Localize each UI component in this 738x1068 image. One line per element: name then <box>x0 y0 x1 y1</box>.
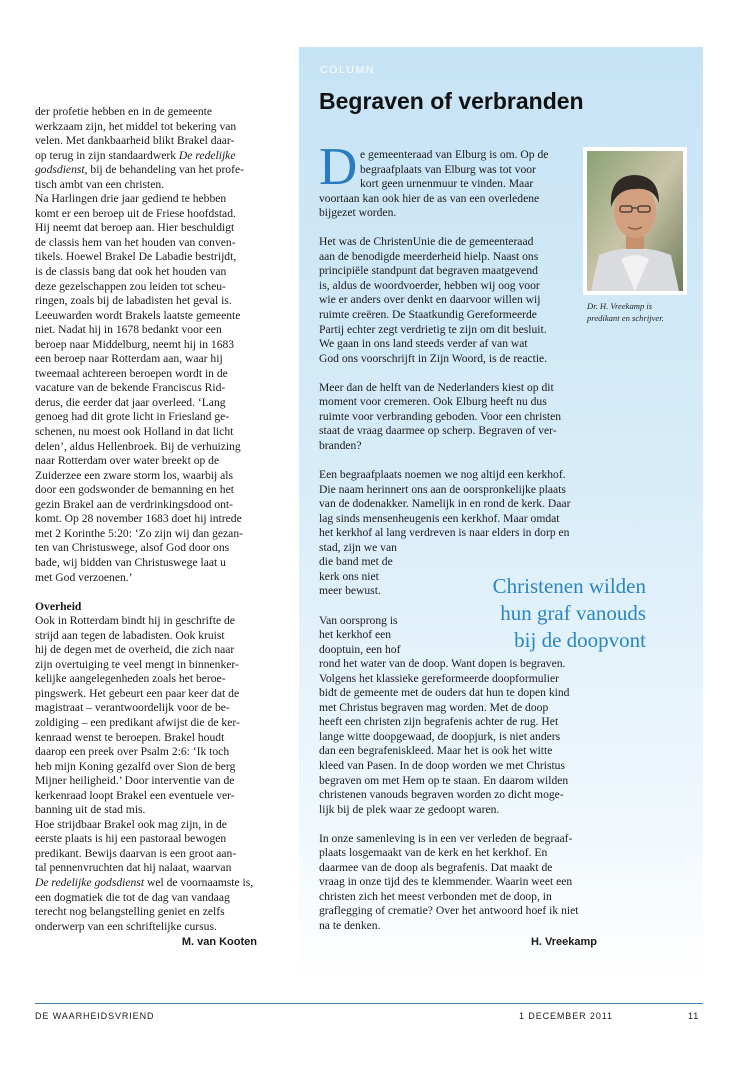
text-line: met 2 Korinthe 5:20: ‘Zo zijn wij dan gezan- <box>35 526 243 540</box>
text-line: delen’, aldus Hellenbroek. Bij de verhuizing <box>35 439 241 453</box>
text-line: Een begraafplaats noemen we nog altijd een kerkhof. <box>319 468 566 482</box>
text-line: voortaan kan ook hier de as van een overledene <box>319 191 540 205</box>
text-line: plaats losgemaakt van de kerk en het kerkhof. En <box>319 846 548 860</box>
text-line: tal pennenvruchten dat hij nalaat, waarvan <box>35 861 232 875</box>
text-line: begraven om met Hem op te staan. En daarom wilden <box>319 773 569 787</box>
text-line: ten van Christuswege, alsof God door ons <box>35 541 230 555</box>
text-line: eerste plaats is hij een pastoraal bewogen <box>35 832 227 846</box>
text-line: Na Harlingen drie jaar gediend te hebben <box>35 192 227 206</box>
text-line: banning uit de stad mis. <box>35 803 146 817</box>
text-line <box>35 876 257 891</box>
text-line: dan een begrafeniskleed. Maar het is ook het witte <box>319 744 553 758</box>
text-run: op terug in zijn standaardwerk <box>35 148 179 162</box>
text-line: is de classis bang dat ook het houden van <box>35 265 227 279</box>
text-line: kenraad wenst te beroepen. Brakel houdt <box>35 730 225 744</box>
paragraph-2 <box>319 235 597 366</box>
footer-rule <box>35 1003 703 1004</box>
text-line <box>35 149 257 164</box>
text-line: pingswerk. Het gebeurt een paar keer dat de <box>35 686 240 700</box>
text-line: Hoe strijdbaar Brakel ook mag zijn, in de <box>35 817 227 831</box>
text-line: door een godswonder de bemanning en het <box>35 483 234 497</box>
text-line: lag sinds mensenheugenis een kerkhof. Maar omdat <box>319 511 560 525</box>
text-line: schenen, nu moest ook Holland in dat licht <box>35 425 234 439</box>
text-line: zoldiging – een predikant afwijst die de ker- <box>35 715 240 729</box>
paragraph-gap <box>35 585 257 600</box>
previous-article-column <box>35 105 257 950</box>
text-line: moment voor cremeren. Ook Elburg heeft nu dus <box>319 395 547 409</box>
text-run: wel de voornaamste is, <box>144 875 254 889</box>
text-line: ruimte voor verbranding geboden. Voor een christen <box>319 409 562 423</box>
text-line: rond het water van de doop. Want dopen is begraven. <box>319 657 566 671</box>
text-line: tweemaal achtereen beroepen wordt in de <box>35 366 228 380</box>
text-line: die band met de <box>319 555 393 569</box>
text-line: magistraat – verantwoordelijk voor de be- <box>35 701 230 715</box>
text-line: We gaan in ons land steeds verder af van wat <box>319 337 528 351</box>
text-line: Volgens het klassieke gereformeerde doopformulier <box>319 671 559 685</box>
text-line: daarop een preek over Psalm 2:6: ‘Ik toch <box>35 745 230 759</box>
paragraph-6 <box>319 832 597 934</box>
text-line: principiële standpunt dat begraven maatgevend <box>319 264 538 278</box>
author-photo <box>587 151 683 291</box>
paragraph-gap <box>319 221 597 236</box>
left-lines-a <box>35 105 257 149</box>
column-body <box>319 148 597 949</box>
left-lines-g <box>35 891 257 935</box>
pull-quote-line: hun graf vanouds <box>500 601 646 625</box>
text-line: lange witte doopgewaad, de doopjurk, is niet anders <box>319 729 561 743</box>
pull-quote-line: Christenen wilden <box>492 574 646 598</box>
text-line: strijd aan tegen de labadisten. Ook kruist <box>35 628 225 642</box>
text-line: daarmee van de doop als begrafenis. Dat maakt de <box>319 860 553 874</box>
paragraph-gap <box>319 817 597 832</box>
text-line: de classis hem van het houden van conven- <box>35 235 236 249</box>
text-line: branden? <box>319 438 362 452</box>
text-line: een dogmatiek die tot de dag van vandaag <box>35 890 230 904</box>
text-line: bijgezet worden. <box>319 206 397 220</box>
text-line: lijk bij de plek waar ze gedoopt waren. <box>319 802 500 816</box>
text-line: heeft een christen zijn begrafenis achter de rug. Het <box>319 715 559 729</box>
text-line: komt er een beroep uit de Friese hoofdstad. <box>35 206 236 220</box>
issue-date: 1 DECEMBER 2011 <box>519 1011 613 1021</box>
author-signature: H. Vreekamp <box>530 935 597 948</box>
left-lines-e <box>35 614 257 876</box>
text-line: In onze samenleving is in een ver verleden de begraaf- <box>319 831 573 845</box>
text-run: , bij de behandeling van het profe- <box>84 163 244 177</box>
text-line: Die naam herinnert ons aan de oorspronkelijke plaats <box>319 482 566 496</box>
text-line: vraag in onze tijd des te klemmender. Waarin weet een <box>319 875 573 889</box>
text-line <box>35 163 257 178</box>
left-lines-d <box>35 178 257 585</box>
photo-caption <box>587 300 691 324</box>
text-line: kerk ons niet <box>319 569 379 583</box>
text-line: velen. Met dankbaarheid blikt Brakel daar- <box>35 134 235 148</box>
text-line: meer bewust. <box>319 584 381 598</box>
text-line: zijn overtuiging te veel mengt in binnenker- <box>35 657 239 671</box>
text-line: ruimte creëren. De Staatkundig Gereformeerde <box>319 308 537 322</box>
paragraph-gap <box>319 366 597 381</box>
text-line: heb mijn Koning gezalfd over Sion de berg <box>35 759 236 773</box>
text-line: naar Rotterdam over water breekt op de <box>35 454 220 468</box>
text-line: terecht nog belangstelling geniet en zelfs <box>35 905 225 919</box>
text-line: tikels. Hoewel Brakel De Labadie bestrijdt, <box>35 250 237 264</box>
paragraph-gap <box>319 453 597 468</box>
section-subhead: Overheid <box>35 599 82 613</box>
text-line: e gemeenteraad van Elburg is om. Op de <box>360 148 549 161</box>
text-line: der profetie hebben en in de gemeente <box>35 105 213 118</box>
text-line: vacature van de bekende Franciscus Rid- <box>35 381 226 395</box>
text-line: het kerkhof al lang verdreven is naar elders in dorp en <box>319 526 570 540</box>
text-line: van de dodenakker. Namelijk in en rond de kerk. Daar <box>319 497 571 511</box>
text-line: Hij neemt dat beroep aan. Hier beschuldigt <box>35 221 235 235</box>
text-line: kerkenraad loopt Brakel een eventuele ver- <box>35 788 235 802</box>
text-line: niet. Nadat hij in 1678 bedankt voor een <box>35 323 222 337</box>
text-line: Zuiderzee een zware storm los, waarbij als <box>35 468 233 482</box>
text-line: Ook in Rotterdam bindt hij in geschrifte de <box>35 614 235 628</box>
text-line: Leeuwarden wordt Brakels laatste gemeente <box>35 308 241 322</box>
caption-line: predikant en schrijver. <box>587 313 664 323</box>
caption-line: Dr. H. Vreekamp is <box>587 301 653 311</box>
text-line: wie er anders over denkt en daarvoor willen wij <box>319 293 541 307</box>
section-label: COLUMN <box>320 64 376 76</box>
text-line: bidt de gemeente met de ouders dat hun te dopen kind <box>319 686 570 700</box>
text-line: Het was de ChristenUnie die de gemeenteraad <box>319 235 534 249</box>
text-line: komt. Op 28 november 1683 doet hij intrede <box>35 512 242 526</box>
text-line: derus, die eerder dat jaar overleed. ‘Lang <box>35 395 226 409</box>
pull-quote-line: bij de doopvont <box>514 628 646 652</box>
text-line: beroep naar Middelburg, neemt hij in 1683 <box>35 337 235 351</box>
text-line: graflegging of crematie? Over het antwoord hoef ik niet <box>319 904 579 918</box>
intro-lines <box>319 148 597 192</box>
text-line: staat de vraag daarmee op scherp. Begraven of ver- <box>319 424 557 438</box>
text-line: kort geen urnenmuur te vinden. Maar <box>360 177 534 191</box>
text-line: deze gezelschappen zou leiden tot scheu- <box>35 279 226 293</box>
text-line: Partij echter zegt verdrietig te zijn om dit besluit. <box>319 322 547 336</box>
text-line: met God verzoenen.’ <box>35 570 133 584</box>
text-line: werkzaam zijn, het middel tot bekering van <box>35 119 237 133</box>
text-line: bade, wij bidden van Christuswege laat u <box>35 555 226 569</box>
text-line: gezin Brakel aan de verdrinkingsdood ont- <box>35 497 233 511</box>
text-line: Meer dan de helft van de Nederlanders kiest op dit <box>319 380 554 394</box>
publication-name: DE WAARHEIDSVRIEND <box>35 1011 155 1021</box>
text-line: kelijke aangelegenheden zoals het beroe- <box>35 672 226 686</box>
text-line: een beroep naar Rotterdam aan, waar hij <box>35 352 223 366</box>
book-title: De redelijke <box>178 148 236 162</box>
column-title: Begraven of verbranden <box>319 88 584 114</box>
text-line: hij de degen met de overheid, die zich naar <box>35 643 235 657</box>
text-line: Van oorsprong is <box>319 613 398 627</box>
paragraph-3 <box>319 381 597 454</box>
pull-quote <box>430 573 646 654</box>
text-line: het kerkhof een <box>319 628 392 642</box>
page-number: 11 <box>688 1011 700 1021</box>
text-line: ringen, zoals bij de labadisten het geval is. <box>35 294 232 308</box>
book-title: De redelijke godsdienst <box>35 875 145 889</box>
text-line: Mijner heiligheid.’ Door interventie van de <box>35 774 235 788</box>
text-line: genoeg had dit grote licht in Friesland ge- <box>35 410 230 424</box>
text-line: onderwerp van een schriftelijke cursus. <box>35 919 217 933</box>
text-line: is, aldus de woordvoerder, hebben wij oog voor <box>319 278 540 292</box>
text-line: met Christus begraven mag worden. Met de doop <box>319 700 549 714</box>
text-line: kleed van Pasen. In de doop worden we met Christus <box>319 758 565 772</box>
text-line: christen zich het meest verbonden met de doop, in <box>319 889 552 903</box>
text-line: predikant. Bewijs daarvan is een groot aan- <box>35 846 237 860</box>
text-line: begraafplaats van Elburg was tot voor <box>360 162 536 176</box>
text-line: dooptuin, een hof <box>319 642 401 656</box>
drop-cap: D <box>319 138 358 196</box>
text-line: stad, zijn we van <box>319 540 397 554</box>
author-signature: M. van Kooten <box>181 936 257 949</box>
text-line: God ons voorschrijft in Zijn Woord, is de reactie. <box>319 351 548 365</box>
text-line: aan de benodigde meerderheid hielp. Naast ons <box>319 249 539 263</box>
book-title: godsdienst <box>35 163 85 177</box>
text-line: christenen vanouds begraven worden zo dicht moge- <box>319 788 564 802</box>
text-line: tisch ambt van een christen. <box>35 177 165 191</box>
author-photo-frame <box>583 147 687 295</box>
text-line: na te denken. <box>319 918 381 932</box>
